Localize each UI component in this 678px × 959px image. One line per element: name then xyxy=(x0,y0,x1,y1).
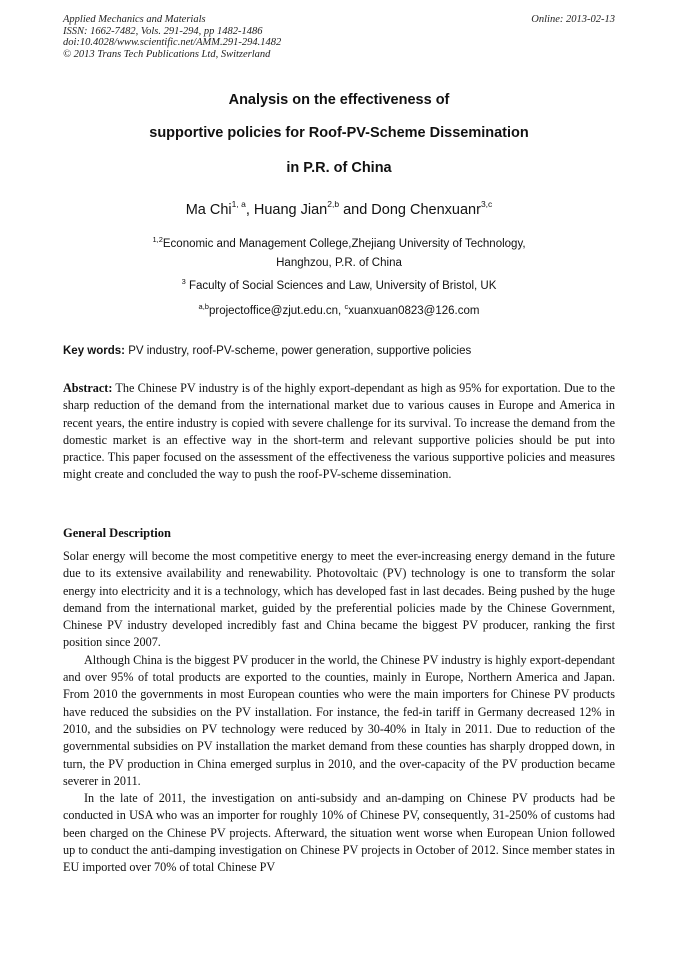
emails xyxy=(40,302,638,317)
abstract xyxy=(63,380,615,484)
online-date: Online: 2013-02-13 xyxy=(531,14,615,25)
email-1-sup: a,b xyxy=(198,302,209,311)
paper-title-line-1: Analysis on the effectiveness of xyxy=(228,92,450,108)
section-body xyxy=(63,548,615,877)
section-title: General Description xyxy=(63,526,171,540)
email-2: xuanxuan0823@126.com xyxy=(348,305,480,317)
copyright-line: © 2013 Trans Tech Publications Ltd, Switzerland xyxy=(63,48,271,60)
keywords-text: PV industry, roof-PV-scheme, power generation, supportive policies xyxy=(125,345,472,357)
affiliation-2-sup: 3 xyxy=(181,277,186,286)
issn-line: ISSN: 1662-7482, Vols. 291-294, pp 1482-1486 xyxy=(63,25,263,37)
affiliation-1-sup: 1,2 xyxy=(152,235,163,244)
author-ma-chi: Ma Chi xyxy=(185,202,232,218)
paper-title-line-3: in P.R. of China xyxy=(286,160,392,176)
email-1: projectoffice@zjut.edu.cn, xyxy=(208,305,345,317)
affiliation-2-text: Faculty of Social Sciences and Law, University of Bristol, UK xyxy=(185,280,497,292)
journal-name: Applied Mechanics and Materials xyxy=(63,14,206,25)
doi-line: doi:10.4028/www.scientific.net/AMM.291-294.1482 xyxy=(63,37,282,48)
affiliation-1-line-2: Hanghzou, P.R. of China xyxy=(276,257,402,269)
author-dong-chenxuanr: and Dong Chenxuanr xyxy=(339,202,481,218)
author-1-sup: 1, a xyxy=(231,199,246,209)
abstract-label: Abstract: xyxy=(63,381,113,395)
keywords-label: Key words: xyxy=(63,345,125,357)
affiliation-1 xyxy=(40,235,638,250)
author-list xyxy=(40,199,638,218)
journal-header xyxy=(63,14,615,60)
paragraph-2: Although China is the biggest PV producer in the world, the Chinese PV industry is highly export-dependant and over 95% of total products are exported to the counties, mainly in Europe, Northern America and Japan. From 2010 the governments in most European counties who were the main importers for Chinese PV products have reduced the subsidies on the PV installation. For instance, the fed-in tariff in Germany decreased 12% in 2010, and the subsidies on PV technology were reduced by 30-40% in Italy in 2011. Due to reduction of the governmental subsidies on PV installation the market demand from these counties has sharply dropped down, in turn, the PV production in China emerged surplus in 2010, and the over-capacity of the PV production became severer in 2011. xyxy=(63,652,615,788)
keywords xyxy=(63,345,615,357)
paragraph-1: Solar energy will become the most competitive energy to meet the ever-increasing energy demand in the future due to its extensive availability and renewability. Photovoltaic (PV) technology is one to transform the solar energy into electricity and it is a technology, which has developed fast in last decades. Being pushed by the huge demand from the international market, guided by the preferential policies made by the Chinese Government, Chinese PV industry developed incredibly fast and China became the biggest PV producer, ranking the first position since 2007. xyxy=(63,549,615,650)
abstract-text: The Chinese PV industry is of the highly export-dependant as high as 95% for exportation. Due to the sharp reduction of the demand from the international market due to various causes in Europe and America in recent years, the entire industry is copied with severe challenge for its survival. To increase the demand from the domestic market is an effective way in the short-term and relevant supportive policies should be put into practice. This paper focused on the assessment of the effectiveness the various supportive policies and measures might create and concluded the way to push the roof-PV-scheme dissemination. xyxy=(63,381,615,482)
affiliation-2 xyxy=(40,277,638,292)
email-2-sup: c xyxy=(344,302,349,311)
author-huang-jian: , Huang Jian xyxy=(245,202,328,218)
paragraph-3: In the late of 2011, the investigation on anti-subsidy and an-damping on Chinese PV products had be conducted in USA who was an importer for roughly 10% of Chinese PV, consequently, 31-250% of customs had been charged on the Chinese PV projects. Afterward, the situation went worse when European Union followed up to conduct the anti-damping investigation on Chinese PV projects in October of 2012. Since member states in EU imported over 70% of total Chinese PV xyxy=(63,791,615,875)
paper-title-line-2: supportive policies for Roof-PV-Scheme Dissemination xyxy=(149,125,529,141)
author-2-sup: 2,b xyxy=(327,199,340,209)
affiliation-1-line-1: Economic and Management College,Zhejiang University of Technology, xyxy=(162,238,526,250)
author-3-sup: 3,c xyxy=(480,199,493,209)
